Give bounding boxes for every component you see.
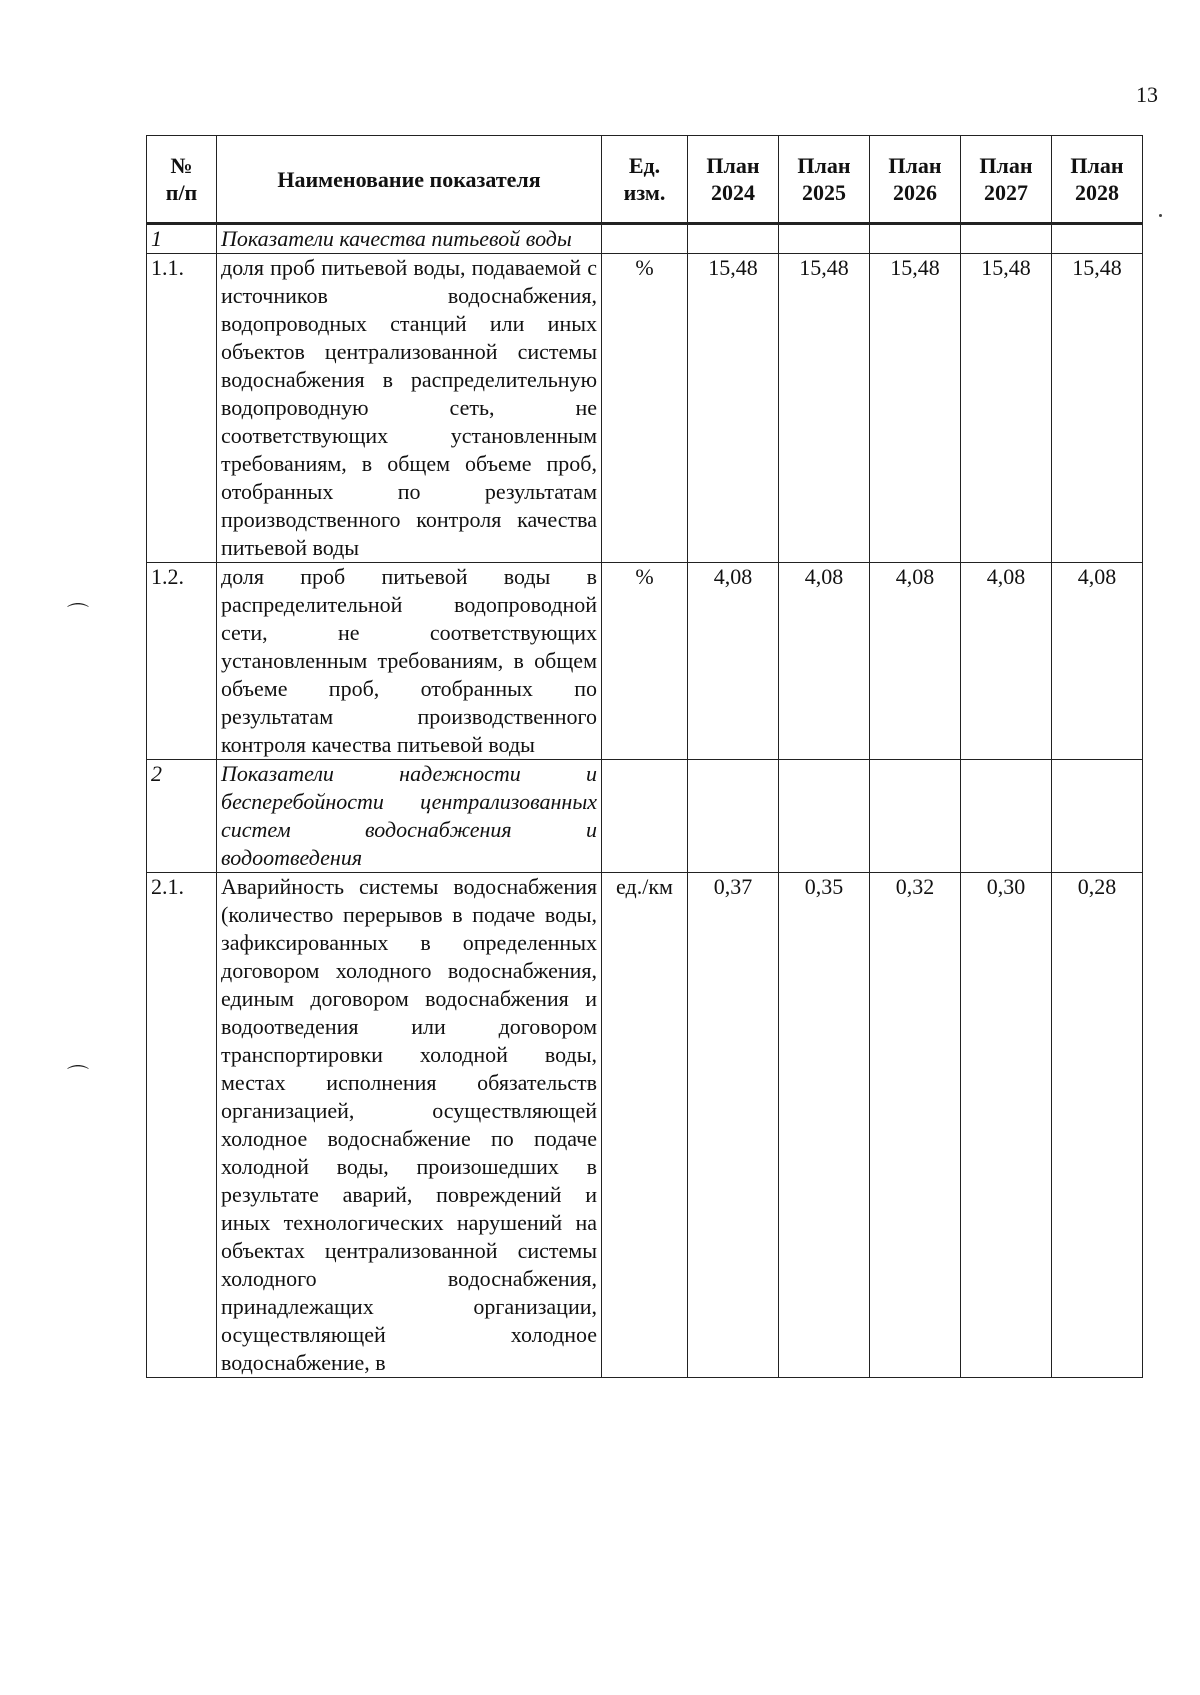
row-value-2025: 4,08 bbox=[779, 563, 870, 760]
row-value-2027 bbox=[961, 760, 1052, 873]
indicators-table bbox=[146, 135, 1143, 1378]
row-value-2028: 15,48 bbox=[1052, 254, 1143, 563]
row-value-2026 bbox=[870, 760, 961, 873]
row-unit bbox=[602, 224, 688, 254]
header-unit: Ед. изм. bbox=[602, 136, 688, 224]
row-value-2025 bbox=[779, 760, 870, 873]
row-unit bbox=[602, 760, 688, 873]
margin-dot bbox=[1159, 214, 1162, 217]
row-value-2024: 0,37 bbox=[688, 873, 779, 1378]
row-value-2028 bbox=[1052, 760, 1143, 873]
row-value-2027: 0,30 bbox=[961, 873, 1052, 1378]
table-row bbox=[147, 873, 1143, 1378]
margin-mark: ⌒ bbox=[67, 1064, 90, 1089]
row-name: Показатели качества питьевой воды bbox=[217, 224, 602, 254]
row-value-2028 bbox=[1052, 224, 1143, 254]
header-name: Наименование показателя bbox=[217, 136, 602, 224]
row-value-2025: 15,48 bbox=[779, 254, 870, 563]
header-plan-2025: План 2025 bbox=[779, 136, 870, 224]
row-unit: % bbox=[602, 563, 688, 760]
margin-mark: ⌒ bbox=[67, 602, 90, 627]
row-value-2027: 4,08 bbox=[961, 563, 1052, 760]
row-value-2028: 4,08 bbox=[1052, 563, 1143, 760]
row-num: 1.2. bbox=[147, 563, 217, 760]
row-value-2026 bbox=[870, 224, 961, 254]
row-value-2026: 0,32 bbox=[870, 873, 961, 1378]
row-unit: % bbox=[602, 254, 688, 563]
table-header-row bbox=[147, 136, 1143, 224]
row-value-2028: 0,28 bbox=[1052, 873, 1143, 1378]
row-value-2024: 4,08 bbox=[688, 563, 779, 760]
row-value-2024 bbox=[688, 760, 779, 873]
page-number: 13 bbox=[1136, 82, 1158, 107]
header-plan-2027: План 2027 bbox=[961, 136, 1052, 224]
row-name: Показатели надежности и бесперебойности централизованных систем водоснабжения и водоотведения bbox=[217, 760, 602, 873]
header-num: № п/п bbox=[147, 136, 217, 224]
row-name: Аварийность системы водоснабжения (количество перерывов в подаче воды, зафиксированных в определенных договором холодного водоснабжения, единым договором водоснабжения и водоотведения или договором транспортировки холодной воды, местах исполнения обязательств организацией, осуществляющей холодное водоснабжение по подаче холодной воды, произошедших в результате аварий, повреждений и иных технологических нарушений на объектах централизованной системы холодного водоснабжения, принадлежащих организации, осуществляющей холодное водоснабжение, в bbox=[217, 873, 602, 1378]
row-value-2026: 4,08 bbox=[870, 563, 961, 760]
row-num: 1.1. bbox=[147, 254, 217, 563]
table-row-section-2 bbox=[147, 760, 1143, 873]
row-value-2024 bbox=[688, 224, 779, 254]
row-name: доля проб питьевой воды в распределительной водопроводной сети, не соответствующих установленным требованиям, в общем объеме проб, отобранных по результатам производственного контроля качества питьевой воды bbox=[217, 563, 602, 760]
header-plan-2024: План 2024 bbox=[688, 136, 779, 224]
row-num: 2 bbox=[147, 760, 217, 873]
row-value-2024: 15,48 bbox=[688, 254, 779, 563]
header-plan-2026: План 2026 bbox=[870, 136, 961, 224]
row-name: доля проб питьевой воды, подаваемой с источников водоснабжения, водопроводных станций или иных объектов централизованной системы водоснабжения в распределительную водопроводную сеть, не соответствующих установленным требованиям, в общем объеме проб, отобранных по результатам производственного контроля качества питьевой воды bbox=[217, 254, 602, 563]
row-value-2027 bbox=[961, 224, 1052, 254]
table-row bbox=[147, 563, 1143, 760]
table-row-section-1 bbox=[147, 224, 1143, 254]
header-plan-2028: План 2028 bbox=[1052, 136, 1143, 224]
row-value-2026: 15,48 bbox=[870, 254, 961, 563]
row-unit: ед./км bbox=[602, 873, 688, 1378]
row-value-2025 bbox=[779, 224, 870, 254]
table-row bbox=[147, 254, 1143, 563]
row-value-2025: 0,35 bbox=[779, 873, 870, 1378]
row-value-2027: 15,48 bbox=[961, 254, 1052, 563]
row-num: 1 bbox=[147, 224, 217, 254]
row-num: 2.1. bbox=[147, 873, 217, 1378]
